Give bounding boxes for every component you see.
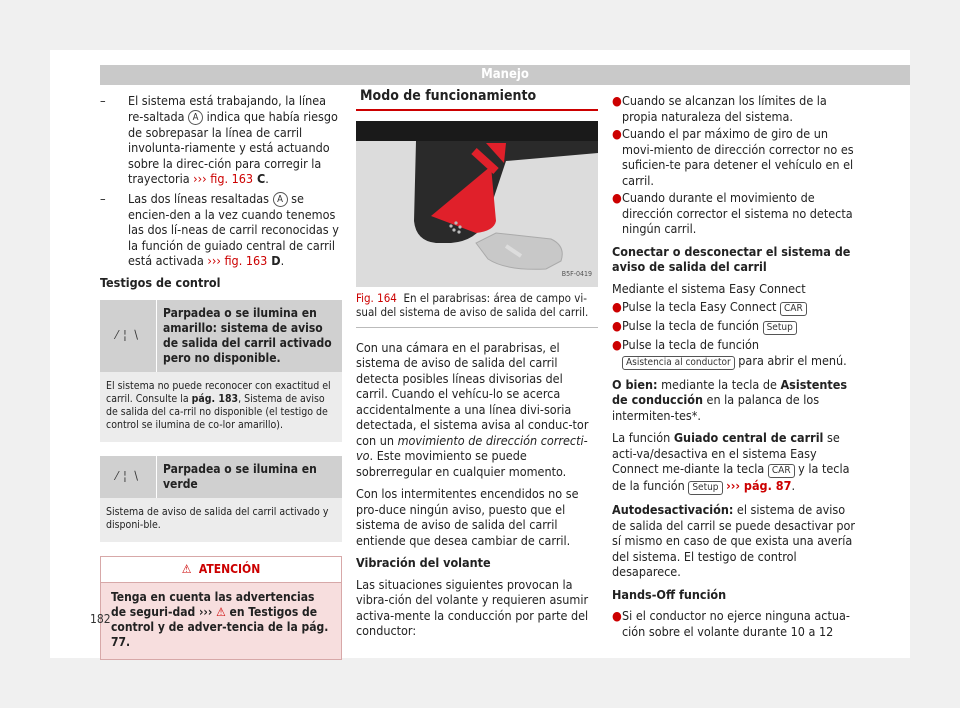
figure-caption: Fig. 164 En el parabrisas: área de campo vi-sual del sistema de aviso de salida del carril. — [356, 291, 598, 328]
warning-heading: ATENCIÓN — [198, 562, 261, 576]
warning-triangle-icon: ⚠ — [181, 562, 192, 576]
lamp-description: El sistema no puede reconocer con exactitud el carril. Consulte la pág. 183, Sistema de aviso de salida del ca-rril no disponible (el testigo de control se ilumina de co-lor amarillo). — [100, 372, 342, 442]
car-key: CAR — [768, 464, 795, 478]
manual-page — [50, 50, 910, 658]
figure-code: B5F-0419 — [561, 270, 592, 278]
page-ref-link[interactable]: pág. 183 — [191, 393, 239, 405]
paragraph: O bien: mediante la tecla de Asistentes de conducción en la palanca de los intermiten-tes*. — [612, 376, 848, 423]
windshield-camera-figure — [356, 121, 598, 287]
testigos-heading: Testigos de control — [100, 274, 221, 290]
paragraph: Con los intermitentes encendidos no se pro-duce ningún aviso, puesto que el sistema de aviso de salida del carril entiende que desea cambiar de carril. — [356, 486, 579, 548]
lane-assist-lamp-icon: ⁄ ¦ ∖ — [115, 469, 141, 484]
column-right — [612, 93, 858, 641]
page-number: 182 — [90, 612, 111, 626]
easy-connect-intro: Mediante el sistema Easy Connect — [612, 280, 806, 296]
warning-box — [100, 556, 342, 660]
column-left — [100, 93, 342, 660]
section-title: Modo de funcionamiento — [356, 81, 598, 111]
marker-a: A — [188, 110, 203, 125]
lamp-title: Parpadea o se ilumina en amarillo: sistema de aviso de salida del carril activado pero no disponible. — [156, 300, 342, 372]
fig-ref-link[interactable]: ››› fig. 163 — [193, 171, 254, 186]
page-ref-link[interactable]: ››› pág. 87 — [726, 478, 792, 493]
lamp-box-green — [100, 456, 342, 542]
setup-key: Setup — [763, 321, 797, 335]
handsoff-heading: Hands-Off función — [612, 586, 727, 602]
list-item: ● Pulse la tecla Easy Connect CAR — [612, 299, 858, 316]
lamp-description: Sistema de aviso de salida del carril activado y disponi-ble. — [100, 498, 342, 542]
paragraph: Autodesactivación: el sistema de aviso de salida del carril se puede desactivar por sí mismo en caso de que exista una avería del sistema. El testigo de control desaparece. — [612, 502, 855, 579]
car-key: CAR — [780, 302, 807, 316]
warning-text: Tenga en cuenta las advertencias de seguri-dad ››› ⚠ en Testigos de control y de adver-tencia de la pág. 77. — [101, 583, 341, 659]
list-item: ● Cuando se alcanzan los límites de la propia naturaleza del sistema. — [612, 93, 827, 124]
setup-key: Setup — [688, 481, 722, 495]
list-item: ● Cuando durante el movimiento de dirección corrector el sistema no detecta ningún carril. — [612, 190, 853, 236]
connect-heading: Conectar o desconectar el sistema de aviso de salida del carril — [612, 243, 851, 274]
list-item: ● Si el conductor no ejerce ninguna actua-ción sobre el volante durante 10 a 12 — [612, 608, 850, 639]
paragraph: Las situaciones siguientes provocan la vibra-ción del volante y requieren asumir activa-mente la conducción por parte del conductor: — [356, 576, 589, 638]
figure-label: Fig. 164 — [356, 290, 397, 305]
list-item: ● Cuando el par máximo de giro de un movi-miento de dirección corrector no es suficien-te para detener el vehículo en el carril. — [612, 126, 854, 188]
vibration-heading: Vibración del volante — [356, 555, 491, 570]
dash-item-1: – El sistema está trabajando, la línea re-saltada A indica que había riesgo de sobrepasar la línea de carril involunta-riamente y está actuando sobre la direc-ción para corregir la trayectoria ››› fig. 163 C. — [100, 93, 338, 186]
marker-a: A — [273, 192, 288, 207]
list-item: ● Pulse la tecla de función Setup — [612, 318, 858, 335]
paragraph: Con una cámara en el parabrisas, el sistema de aviso de salida del carril detecta posibles líneas divisorias del carril. Cuando el vehícu-lo se acerca accidentalmente a una línea divi-soria detectada, el sistema avisa al conduc-tor con un movimiento de dirección correcti-vo. Este movimiento se puede sobrerregular en cualquier momento. — [356, 339, 589, 479]
fig-ref-link[interactable]: ››› fig. 163 — [207, 253, 268, 268]
lamp-box-yellow — [100, 300, 342, 442]
warning-triangle-icon: ⚠ — [216, 604, 226, 619]
lamp-title: Parpadea o se ilumina en verde — [156, 456, 342, 498]
column-middle — [356, 88, 598, 646]
lane-assist-lamp-icon: ⁄ ¦ ∖ — [115, 328, 141, 343]
windshield-illustration — [356, 121, 598, 287]
page-header: Manejo — [100, 65, 910, 85]
driver-assist-key: Asistencia al conductor — [622, 356, 735, 370]
paragraph: La función Guiado central de carril se acti-va/desactiva en el sistema Easy Connect me-diante la tecla CAR y la tecla de la función Setup ››› pág. 87. — [612, 430, 850, 493]
list-item: ● Pulse la tecla de función Asistencia al conductor para abrir el menú. — [612, 337, 847, 368]
dash-item-2: – Las dos líneas resaltadas A se encien-den a la vez cuando tenemos las dos lí-neas de carril reconocidas y la función de guiado central de carril está activada ››› fig. 163 D. — [100, 190, 339, 268]
